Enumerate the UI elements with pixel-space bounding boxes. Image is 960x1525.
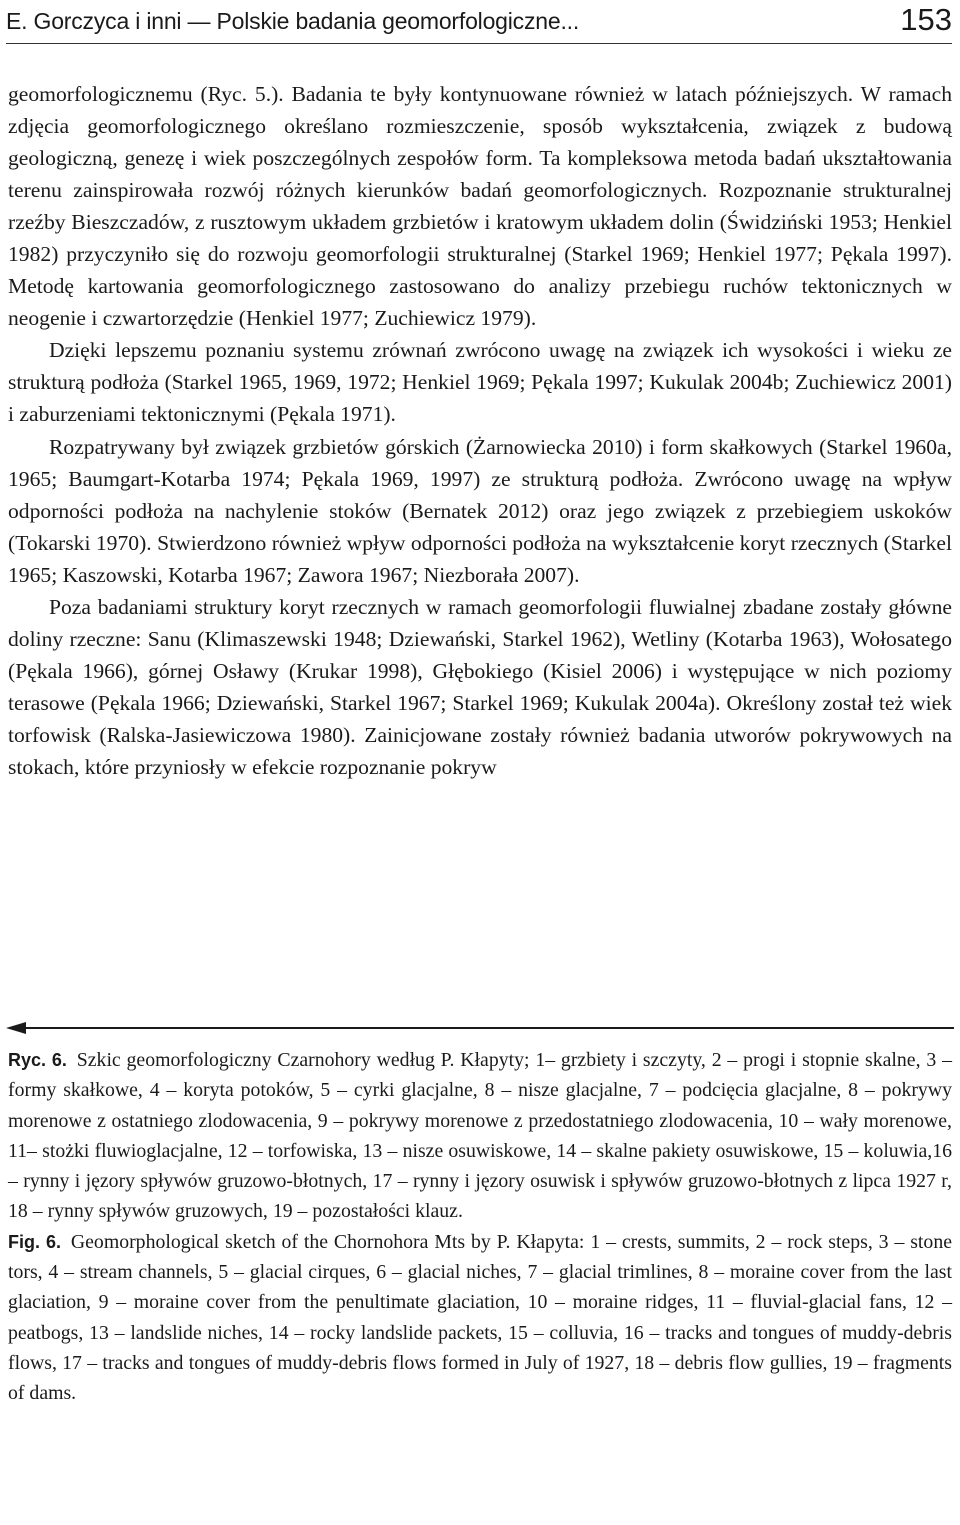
paragraph: Rozpatrywany był związek grzbietów górskich (Żarnowiecka 2010) i form skałkowych (Starkel 1960a, 1965; Baumgart-Kotarba 1974; Pękala 1969, 1997) ze strukturą podłoża. Zwrócono uwagę na wpływ odporności podłoża na nachylenie stoków (Bernatek 2012) oraz jego związek z przebiegiem uskoków (Tokarski 1970). Stwierdzono również wpływ odporności podłoża na wykształcenie koryt rzecznych (Starkel 1965; Kaszowski, Kotarba 1967; Zawora 1967; Niezborała 2007). (8, 434, 952, 587)
header-title: E. Gorczyca i inni — Polskie badania geomorfologiczne... (6, 8, 580, 34)
caption-pl-label: Ryc. 6. (8, 1050, 67, 1070)
caption-pl-text: Szkic geomorfologiczny Czarnohory według P. Kłapyty; 1– grzbiety i szczyty, 2 – progi i stopnie skalne, 3 – formy skałkowe, 4 – koryta potoków, 5 – cyrki glacjalne, 8 – nisze glacjalne, 7 – podcięcia glacjalne, 8 – pokrywy morenowe z ostatniego zlodowacenia, 9 – pokrywy morenowe z przedostatniego zlodowacenia, 10 – wały morenowe, 11– stożki fluwioglacjalne, 12 – torfowiska, 13 – nisze osuwiskowe, 14 – skalne pakiety osuwiskowe, 15 – koluwia,16 – rynny i jęzory spływów gruzowo-błotnych, 17 – rynny i jęzory osuwisk i spływów gruzowo-błotnych z lipca 1927 r, 18 – rynny spływów gruzowych, 19 – pozostałości klauz. (8, 1049, 952, 1223)
caption-en-label: Fig. 6. (8, 1231, 61, 1252)
header-divider (6, 43, 952, 44)
running-header (6, 0, 952, 44)
paragraph: Poza badaniami struktury koryt rzecznych w ramach geomorfologii fluwialnej zbadane zostały główne doliny rzeczne: Sanu (Klimaszewski 1948; Dziewański, Starkel 1962), Wetliny (Kotarba 1963), Wołosatego (Pękala 1966), górnej Osławy (Krukar 1998), Głębokiego (Kisiel 2006) i występujące w nich poziomy terasowe (Pękala 1966; Dziewański, Starkel 1967; Starkel 1969; Kukulak 2004a). Określony został też wiek torfowisk (Ralska-Jasiewiczowa 1980). Zainicjowane zostały również badania utworów pokrywowych na stokach, które przyniosły w efekcie rozpoznanie pokryw (8, 594, 952, 779)
caption-pl (8, 1045, 952, 1227)
caption-en (8, 1227, 952, 1409)
arrow-left-icon (6, 1020, 954, 1036)
paragraph: Dzięki lepszemu poznaniu systemu zrównań zwrócono uwagę na związek ich wysokości i wieku ze strukturą podłoża (Starkel 1965, 1969, 1972; Henkiel 1969; Pękala 1997; Kukulak 2004b; Zuchiewicz 2001) i zaburzeniami tektonicznymi (Pękala 1971). (8, 338, 952, 427)
page-number: 153 (900, 2, 952, 37)
caption-en-text: Geomorphological sketch of the Chornohora Mts by P. Kłapyta: 1 – crests, summits, 2 – rock steps, 3 – stone tors, 4 – stream channels, 5 – glacial cirques, 6 – glacial niches, 7 – glacial trimlines, 8 – moraine cover from the last glaciation, 9 – moraine cover from the penultimate glaciation, 10 – moraine ridges, 11 – fluvial-glacial fans, 12 – peatbogs, 13 – landslide niches, 14 – rocky landslide packets, 15 – colluvia, 16 – tracks and tongues of muddy-debris flows, 17 – tracks and tongues of muddy-debris flows formed in July of 1927, 18 – debris flow gullies, 19 – fragments of dams. (8, 1230, 952, 1405)
figure-captions (8, 1045, 952, 1409)
paragraph: geomorfologicznemu (Ryc. 5.). Badania te były kontynuowane również w latach późniejszych. W ramach zdjęcia geomorfologicznego określano rozmieszczenie, sposób wykształcenia, związek z budową geologiczną, genezę i wiek poszczególnych zespołów form. Ta kompleksowa metoda badań ukształtowania terenu zainspirowała rozwój różnych kierunków badań geomorfologicznych. Rozpoznanie strukturalnej rzeźby Bieszczadów, z rusztowym układem grzbietów i kratowym układem dolin (Świdziński 1953; Henkiel 1982) przyczyniło się do rozwoju geomorfologii strukturalnej (Starkel 1969; Henkiel 1977; Pękala 1997). Metodę kartowania geomorfologicznego zastosowano do analizy przebiegu ruchów tektonicznych w neogenie i czwartorzędzie (Henkiel 1977; Zuchiewicz 1979). (8, 82, 952, 331)
body-text (8, 78, 952, 783)
